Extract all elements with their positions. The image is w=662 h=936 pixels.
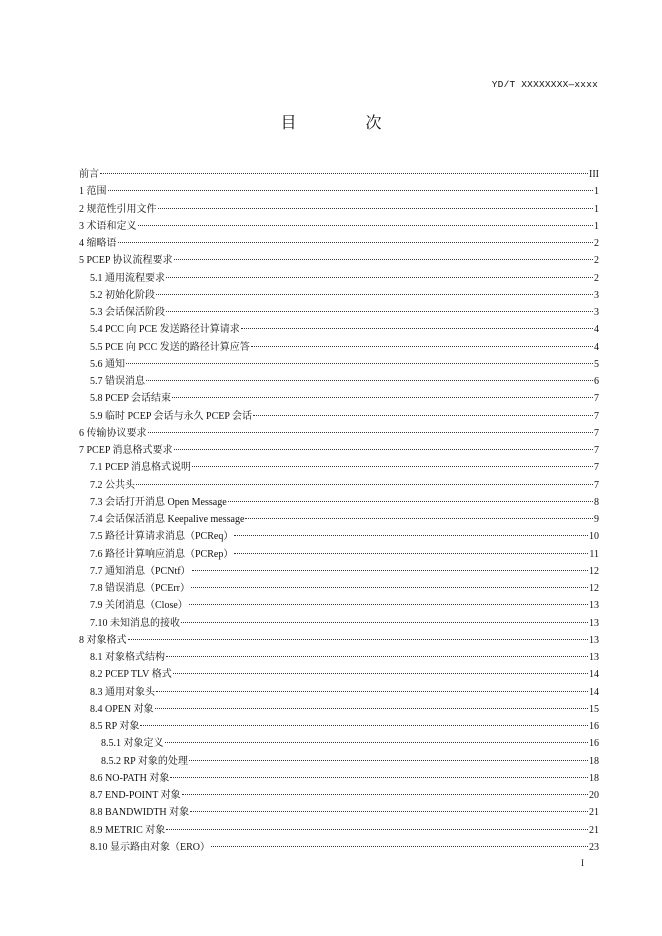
toc-entry[interactable] <box>79 649 599 666</box>
toc-entry-page: 13 <box>589 617 599 629</box>
toc-entry-label: 8.7 END-POINT 对象 <box>90 790 181 801</box>
toc-entry-label: 8.6 NO-PATH 对象 <box>90 772 170 784</box>
toc-dot-leader <box>172 397 593 398</box>
toc-entry[interactable] <box>79 304 599 321</box>
toc-entry[interactable] <box>79 804 599 821</box>
toc-entry-page: 13 <box>589 634 599 646</box>
toc-entry-page: 2 <box>594 255 599 267</box>
toc-dot-leader <box>166 656 588 657</box>
toc-dot-leader <box>118 242 594 243</box>
toc-entry[interactable] <box>79 270 599 287</box>
toc-entry-page: 5 <box>594 358 599 370</box>
toc-entry-page: 13 <box>589 652 599 663</box>
toc-entry-label: 5.5 PCE 向 PCC 发送的路径计算应答 <box>90 341 250 353</box>
toc-dot-leader <box>166 829 588 830</box>
toc-entry[interactable] <box>79 166 599 183</box>
toc-entry-page: 7 <box>594 427 599 439</box>
toc-entry[interactable] <box>79 287 599 304</box>
toc-entry-label: 7.9 关闭消息（Close） <box>90 600 188 612</box>
toc-entry[interactable] <box>79 666 599 683</box>
toc-dot-leader <box>190 811 588 812</box>
toc-entry-label: 5.1 通用流程要求 <box>90 272 165 284</box>
toc-entry-label: 2 规范性引用文件 <box>79 203 157 215</box>
toc-entry-page: 7 <box>594 462 599 474</box>
toc-entry-page: 4 <box>594 341 599 353</box>
toc-entry-page: 1 <box>594 203 599 215</box>
toc-dot-leader <box>174 259 593 260</box>
toc-dot-leader <box>191 587 588 588</box>
toc-entry[interactable] <box>79 183 599 200</box>
toc-dot-leader <box>156 691 588 692</box>
toc-entry[interactable] <box>79 218 599 235</box>
toc-dot-leader <box>182 794 588 795</box>
toc-entry-label: 8.1 对象格式结构 <box>90 652 165 663</box>
toc-entry[interactable] <box>79 477 599 494</box>
toc-entry-page: 2 <box>594 272 599 284</box>
toc-entry[interactable] <box>79 235 599 252</box>
toc-entry-page: 21 <box>589 824 599 836</box>
toc-dot-leader <box>174 449 593 450</box>
toc-entry-page: 3 <box>594 307 599 318</box>
toc-entry-page: III <box>589 169 599 180</box>
toc-dot-leader <box>146 380 593 381</box>
toc-entry-page: 11 <box>589 548 599 560</box>
toc-entry-label: 1 范围 <box>79 186 107 198</box>
toc-entry-page: 7 <box>594 410 599 422</box>
toc-entry[interactable] <box>79 684 599 701</box>
toc-entry[interactable] <box>79 528 599 545</box>
toc-entry-page: 2 <box>594 238 599 249</box>
toc-entry-label: 5 PCEP 协议流程要求 <box>79 255 173 267</box>
toc-entry-page: 7 <box>594 479 599 491</box>
toc-dot-leader <box>156 294 593 295</box>
toc-entry-page: 9 <box>594 514 599 525</box>
toc-dot-leader <box>138 225 594 226</box>
toc-dot-leader <box>253 415 593 416</box>
toc-entry[interactable] <box>79 252 599 269</box>
toc-entry-label: 3 术语和定义 <box>79 220 137 232</box>
toc-entry-label: 8.5.2 RP 对象的处理 <box>101 755 188 767</box>
toc-dot-leader <box>158 208 594 209</box>
toc-entry[interactable] <box>79 425 599 442</box>
toc-dot-leader <box>166 311 593 312</box>
toc-entry-page: 16 <box>589 721 599 732</box>
toc-entry[interactable] <box>79 735 599 752</box>
toc-entry[interactable] <box>79 390 599 407</box>
toc-entry-label: 8.10 显示路由对象（ERO） <box>90 841 210 853</box>
toc-entry[interactable] <box>79 356 599 373</box>
page-title: 目 次 <box>280 113 414 132</box>
toc-entry[interactable] <box>79 718 599 735</box>
document-code: YD/T XXXXXXXX—xxxx <box>491 79 598 90</box>
toc-entry[interactable] <box>79 408 599 425</box>
table-of-contents <box>79 166 599 856</box>
toc-entry-page: 7 <box>594 445 599 456</box>
toc-entry-label: 5.8 PCEP 会话结束 <box>90 393 172 405</box>
toc-entry-label: 7.2 公共头 <box>90 479 135 491</box>
toc-entry[interactable] <box>79 632 599 649</box>
toc-dot-leader <box>140 725 588 726</box>
toc-dot-leader <box>181 622 588 623</box>
toc-dot-leader <box>245 518 593 519</box>
toc-entry-page: 20 <box>589 790 599 801</box>
toc-entry[interactable] <box>79 373 599 390</box>
toc-entry-page: 18 <box>589 755 599 767</box>
toc-entry-label: 8 对象格式 <box>79 634 127 646</box>
toc-entry[interactable] <box>79 770 599 787</box>
toc-entry-page: 21 <box>589 807 599 819</box>
toc-dot-leader <box>108 190 594 191</box>
toc-dot-leader <box>241 328 593 329</box>
toc-entry-label: 8.8 BANDWIDTH 对象 <box>90 807 190 819</box>
toc-entry[interactable] <box>79 839 599 856</box>
toc-dot-leader <box>128 639 589 640</box>
toc-entry-label: 5.7 错误消息 <box>90 376 145 387</box>
toc-entry-label: 4 缩略语 <box>79 238 117 249</box>
toc-entry-page: 23 <box>589 841 599 853</box>
toc-entry-label: 8.9 METRIC 对象 <box>90 824 166 836</box>
toc-entry-page: 16 <box>589 738 599 750</box>
toc-entry[interactable] <box>79 494 599 511</box>
toc-entry-page: 10 <box>589 531 599 543</box>
toc-entry-label: 5.6 通知 <box>90 358 125 370</box>
toc-entry[interactable] <box>79 201 599 218</box>
toc-entry-label: 5.4 PCC 向 PCE 发送路径计算请求 <box>90 324 240 336</box>
toc-entry-label: 7 PCEP 消息格式要求 <box>79 445 173 456</box>
toc-dot-leader <box>126 363 593 364</box>
toc-dot-leader <box>251 346 593 347</box>
toc-entry[interactable] <box>79 339 599 356</box>
toc-entry-page: 4 <box>594 324 599 336</box>
toc-entry[interactable] <box>79 442 599 459</box>
toc-entry[interactable] <box>79 701 599 718</box>
toc-dot-leader <box>228 501 593 502</box>
toc-dot-leader <box>100 173 588 174</box>
toc-entry-label: 5.3 会话保活阶段 <box>90 307 165 318</box>
toc-entry-label: 5.2 初始化阶段 <box>90 289 155 301</box>
toc-entry[interactable] <box>79 753 599 770</box>
toc-entry[interactable] <box>79 787 599 804</box>
toc-entry-label: 前言 <box>79 169 99 180</box>
toc-dot-leader <box>189 604 588 605</box>
toc-entry-label: 8.4 OPEN 对象 <box>90 703 154 715</box>
toc-entry-page: 18 <box>589 772 599 784</box>
toc-entry[interactable] <box>79 615 599 632</box>
toc-dot-leader <box>192 570 588 571</box>
toc-entry-page: 15 <box>589 703 599 715</box>
toc-entry-page: 12 <box>589 565 599 577</box>
toc-entry-page: 3 <box>594 289 599 301</box>
toc-entry-page: 1 <box>594 220 599 232</box>
toc-entry-label: 8.3 通用对象头 <box>90 686 155 698</box>
toc-dot-leader <box>173 673 588 674</box>
toc-entry-page: 12 <box>589 583 599 594</box>
toc-entry-label: 8.5.1 对象定义 <box>101 738 164 750</box>
toc-dot-leader <box>189 760 588 761</box>
toc-entry-label: 7.5 路径计算请求消息（PCReq） <box>90 531 234 543</box>
toc-entry[interactable] <box>79 580 599 597</box>
toc-entry[interactable] <box>79 321 599 338</box>
toc-entry-label: 7.8 错误消息（PCErr） <box>90 583 190 594</box>
toc-dot-leader <box>148 432 594 433</box>
toc-entry[interactable] <box>79 822 599 839</box>
toc-entry-label: 8.5 RP 对象 <box>90 721 140 732</box>
toc-entry-label: 8.2 PCEP TLV 格式 <box>90 669 172 681</box>
page-number: I <box>581 858 584 868</box>
toc-entry-page: 1 <box>594 186 599 198</box>
toc-entry-label: 7.1 PCEP 消息格式说明 <box>90 462 192 474</box>
toc-entry-label: 7.3 会话打开消息 Open Message <box>90 496 227 508</box>
toc-entry-label: 7.10 未知消息的接收 <box>90 617 180 629</box>
toc-dot-leader <box>234 535 588 536</box>
toc-dot-leader <box>136 484 593 485</box>
toc-entry-label: 6 传输协议要求 <box>79 427 147 439</box>
toc-entry-label: 7.7 通知消息（PCNtf） <box>90 565 191 577</box>
toc-dot-leader <box>166 277 593 278</box>
toc-entry-page: 14 <box>589 686 599 698</box>
toc-entry-label: 7.6 路径计算响应消息（PCRep） <box>90 548 234 560</box>
toc-dot-leader <box>192 466 593 467</box>
toc-dot-leader <box>234 553 588 554</box>
toc-dot-leader <box>170 777 588 778</box>
toc-dot-leader <box>155 708 588 709</box>
toc-entry[interactable] <box>79 459 599 476</box>
toc-entry[interactable] <box>79 546 599 563</box>
toc-entry[interactable] <box>79 511 599 528</box>
toc-dot-leader <box>165 742 589 743</box>
toc-entry[interactable] <box>79 563 599 580</box>
toc-entry-page: 14 <box>589 669 599 681</box>
toc-entry-page: 13 <box>589 600 599 612</box>
toc-entry-page: 8 <box>594 496 599 508</box>
toc-entry[interactable] <box>79 597 599 614</box>
toc-entry-label: 5.9 临时 PCEP 会话与永久 PCEP 会话 <box>90 410 253 422</box>
toc-entry-label: 7.4 会话保活消息 Keepalive message <box>90 514 245 525</box>
toc-entry-page: 7 <box>594 393 599 405</box>
toc-dot-leader <box>211 846 588 847</box>
toc-entry-page: 6 <box>594 376 599 387</box>
